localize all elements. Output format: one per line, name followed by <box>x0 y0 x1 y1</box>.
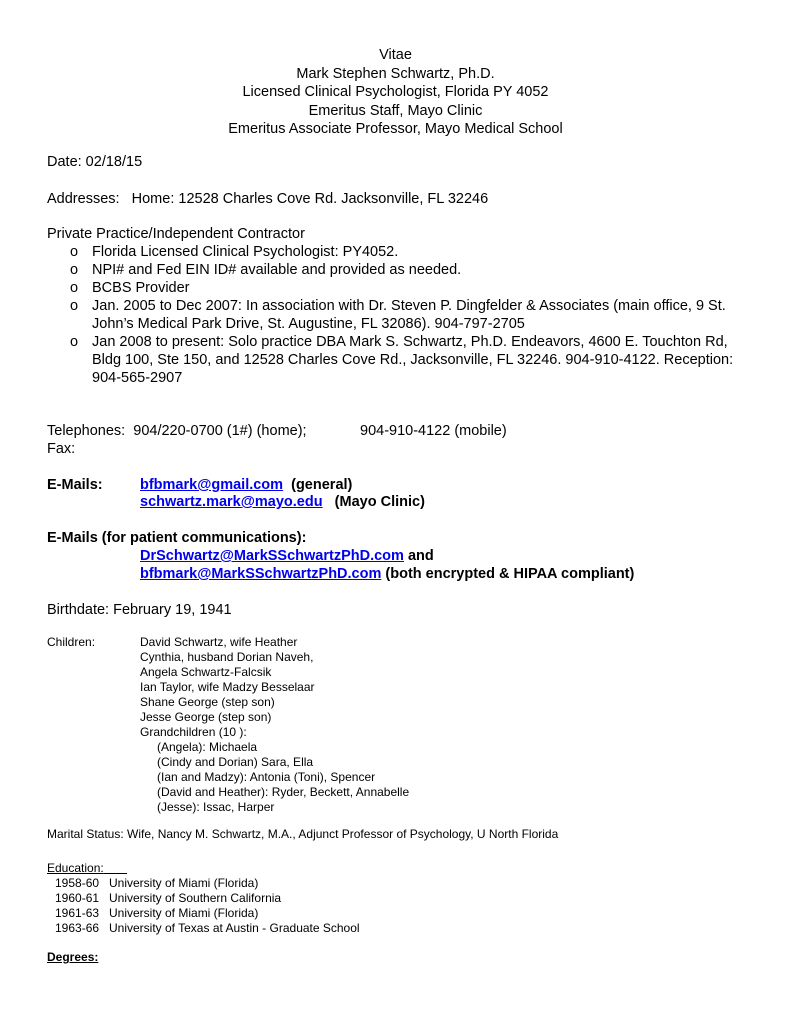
edu-school: University of Texas at Austin - Graduate School <box>109 921 360 935</box>
list-item: Grandchildren (10 ): <box>140 725 247 739</box>
edu-years: 1963-66 <box>55 921 100 935</box>
list-item: Jesse George (step son) <box>140 710 272 724</box>
list-item: (Cindy and Dorian) Sara, Ella <box>157 755 314 769</box>
degrees-label: Degrees: <box>47 950 99 964</box>
practice-item: o Florida Licensed Clinical Psychologist: PY4052. <box>70 244 399 260</box>
telephones-line <box>47 422 307 440</box>
email-link-general[interactable]: bfbmark@gmail.com <box>140 477 284 493</box>
email-link-patient-2[interactable]: bfbmark@MarkSSchwartzPhD.com <box>140 566 382 582</box>
emails-label: E-Mails: <box>47 477 103 493</box>
education-table <box>47 876 360 936</box>
email-row <box>140 493 425 511</box>
edu-school: University of Miami (Florida) <box>109 876 259 890</box>
practice-item: o BCBS Provider <box>70 280 190 296</box>
edu-school: University of Southern California <box>109 891 282 905</box>
email-note: (both encrypted & HIPAA compliant) <box>385 566 635 582</box>
table-row <box>47 891 360 906</box>
email-note: and <box>407 548 434 564</box>
email-row <box>140 565 634 583</box>
edu-years: 1958-60 <box>55 876 100 890</box>
birthdate-line: Birthdate: February 19, 1941 <box>47 602 232 618</box>
addresses-value: Home: 12528 Charles Cove Rd. Jacksonville, FL 32246 <box>131 191 489 207</box>
home-phone: 904/220-0700 (1#) (home); <box>133 423 307 439</box>
list-item: David Schwartz, wife Heather <box>140 635 298 649</box>
table-row <box>47 921 360 936</box>
list-item: (Jesse): Issac, Harper <box>157 800 275 814</box>
practice-list <box>47 243 747 387</box>
table-row <box>47 906 360 921</box>
children-label: Children: <box>47 635 96 649</box>
marital-status: Marital Status: Wife, Nancy M. Schwartz, M.A., Adjunct Professor of Psychology, U North Florida <box>47 827 559 841</box>
edu-years: 1960-61 <box>55 891 100 905</box>
list-item: (David and Heather): Ryder, Beckett, Annabelle <box>157 785 410 799</box>
telephones-label: Telephones: <box>47 423 126 439</box>
bullet-icon: o <box>70 280 79 296</box>
header-block <box>0 46 791 139</box>
patient-emails-label: E-Mails (for patient communications): <box>47 530 307 546</box>
edu-years: 1961-63 <box>55 906 100 920</box>
edu-school: University of Miami (Florida) <box>109 906 259 920</box>
education-label: Education: <box>47 861 104 875</box>
email-row <box>140 476 352 494</box>
date-line: Date: 02/18/15 <box>47 154 143 170</box>
author-name: Mark Stephen Schwartz, Ph.D. <box>296 65 495 82</box>
practice-item: o Jan 2008 to present: Solo practice DBA Mark S. Schwartz, Ph.D. Endeavors, 4600 E. Touchton Rd, Bldg 100, Ste 150, and 12528 Charles Cove Rd., Jacksonville, FL 32246. 904-910-4122. Reception: 904-565-2907 <box>70 334 734 386</box>
list-item: Ian Taylor, wife Madzy Besselaar <box>140 680 315 694</box>
practice-item: o Jan. 2005 to Dec 2007: In association with Dr. Steven P. Dingfelder & Associates (main office, 9 St. John’s Medical Park Drive, St. Augustine, FL 32086). 904-797-2705 <box>70 298 726 332</box>
email-note: (Mayo Clinic) <box>334 494 425 510</box>
list-item: Angela Schwartz-Falcsik <box>140 665 272 679</box>
addresses-line <box>47 190 488 208</box>
practice-title: Private Practice/Independent Contractor <box>47 226 305 242</box>
license-line: Licensed Clinical Psychologist, Florida PY 4052 <box>242 84 549 101</box>
children-list <box>140 635 409 815</box>
practice-item: o NPI# and Fed EIN ID# available and provided as needed. <box>70 262 462 278</box>
email-row <box>140 547 434 565</box>
list-item: Shane George (step son) <box>140 695 275 709</box>
doc-title: Vitae <box>379 47 412 63</box>
email-link-mayo[interactable]: schwartz.mark@mayo.edu <box>140 494 323 510</box>
email-note: (general) <box>291 477 353 493</box>
bullet-icon: o <box>70 334 79 350</box>
fax-label: Fax: <box>47 441 76 457</box>
grandchildren-list <box>140 740 409 815</box>
list-item: (Ian and Madzy): Antonia (Toni), Spencer <box>157 770 376 784</box>
addresses-label: Addresses: <box>47 191 120 207</box>
table-row <box>47 876 360 891</box>
staff-line: Emeritus Staff, Mayo Clinic <box>308 102 483 119</box>
mobile-phone: 904-910-4122 (mobile) <box>360 423 507 439</box>
list-item: Cynthia, husband Dorian Naveh, <box>140 650 314 664</box>
bullet-icon: o <box>70 262 79 278</box>
professor-line: Emeritus Associate Professor, Mayo Medical School <box>228 121 563 138</box>
email-link-patient-1[interactable]: DrSchwartz@MarkSSchwartzPhD.com <box>140 548 404 564</box>
bullet-icon: o <box>70 244 79 260</box>
list-item: (Angela): Michaela <box>157 740 258 754</box>
bullet-icon: o <box>70 298 79 314</box>
